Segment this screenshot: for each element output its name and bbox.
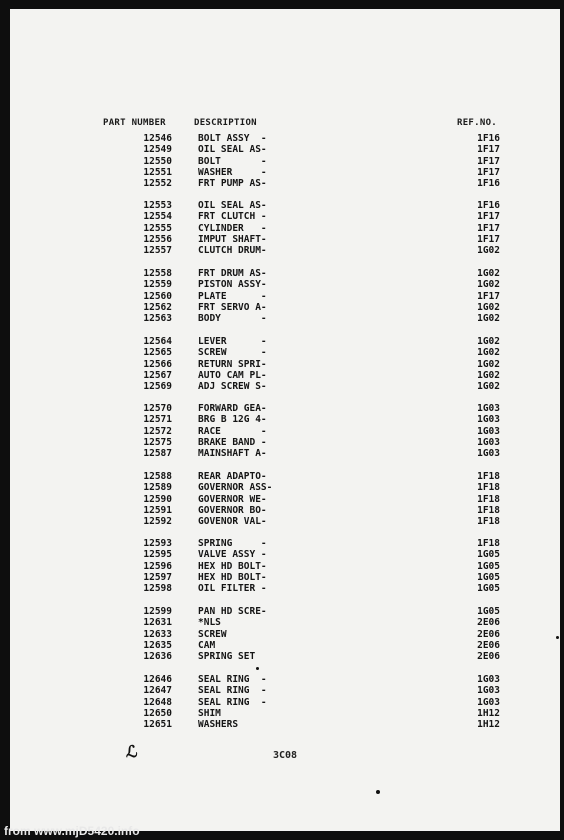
description-cell: SCREW - <box>198 347 267 359</box>
part-number-cell: 12555 <box>143 222 172 234</box>
table-row <box>10 200 560 211</box>
part-number-cell: 12572 <box>143 425 172 437</box>
table-row <box>10 156 560 167</box>
ref-no-cell: 1F18 <box>477 493 500 505</box>
table-row <box>10 167 560 178</box>
ref-no-cell: 1G03 <box>477 436 500 448</box>
description-cell: *NLS <box>198 617 221 629</box>
table-row <box>10 133 560 144</box>
description-cell: GOVERNOR WE- <box>198 493 267 505</box>
document-page <box>10 9 560 831</box>
table-row <box>10 370 560 381</box>
ref-no-cell: 1G05 <box>477 560 500 572</box>
speck-dot <box>556 636 559 639</box>
ref-no-cell: 1G03 <box>477 674 500 685</box>
ref-no-cell: 1F16 <box>477 178 500 189</box>
ref-no-cell: 1F18 <box>477 471 500 482</box>
ref-no-cell: 1G03 <box>477 425 500 437</box>
description-cell: AUTO CAM PL- <box>198 369 267 381</box>
description-cell: CAM <box>198 639 216 651</box>
table-row <box>10 291 560 302</box>
ref-no-cell: 1G03 <box>477 448 500 459</box>
part-number-cell: 12560 <box>143 290 172 302</box>
part-number-cell: 12599 <box>143 606 172 617</box>
part-number-cell: 12636 <box>143 651 172 662</box>
ref-no-cell: 1G03 <box>477 685 500 697</box>
description-cell: PISTON ASSY- <box>198 279 267 291</box>
part-number-cell: 12593 <box>143 538 172 549</box>
ref-no-cell: 1F18 <box>477 504 500 516</box>
ref-no-cell: 1F18 <box>477 482 500 494</box>
part-number-cell: 12590 <box>143 493 172 505</box>
ref-no-cell: 1G02 <box>477 358 500 370</box>
table-row <box>10 561 560 572</box>
ref-no-cell: 1G05 <box>477 549 500 561</box>
table-row <box>10 482 560 493</box>
part-number-cell: 12646 <box>143 674 172 685</box>
speck-dot <box>376 790 380 794</box>
ref-no-cell: 1G02 <box>477 336 500 347</box>
part-number-cell: 12591 <box>143 504 172 516</box>
description-cell: OIL SEAL AS- <box>198 200 267 211</box>
ref-no-cell: 1G02 <box>477 301 500 313</box>
part-number-cell: 12554 <box>143 211 172 223</box>
ref-no-cell: 1F16 <box>477 133 500 144</box>
table-row <box>10 640 560 651</box>
ref-no-cell: 1F16 <box>477 200 500 211</box>
description-cell: SEAL RING - <box>198 685 267 697</box>
table-row <box>10 268 560 279</box>
table-row <box>10 336 560 347</box>
table-row <box>10 471 560 482</box>
description-cell: CLUTCH DRUM- <box>198 245 267 256</box>
description-cell: HEX HD BOLT- <box>198 571 267 583</box>
speck-dot <box>256 667 259 670</box>
ref-no-cell: 2E06 <box>477 617 500 629</box>
table-row <box>10 448 560 459</box>
description-cell: CYLINDER - <box>198 222 267 234</box>
table-row <box>10 629 560 640</box>
table-row <box>10 223 560 234</box>
table-row <box>10 708 560 719</box>
part-number-cell: 12549 <box>143 144 172 156</box>
part-number-cell: 12597 <box>143 571 172 583</box>
ref-no-cell: 2E06 <box>477 651 500 662</box>
ref-no-cell: 1H12 <box>477 719 500 730</box>
part-number-cell: 12596 <box>143 560 172 572</box>
table-row <box>10 719 560 730</box>
table-row <box>10 674 560 685</box>
page-label: 3C08 <box>273 750 298 761</box>
table-row <box>10 617 560 628</box>
part-number-cell: 12565 <box>143 347 172 359</box>
table-row <box>10 359 560 370</box>
table-row <box>10 302 560 313</box>
table-row <box>10 697 560 708</box>
ref-no-cell: 1F17 <box>477 290 500 302</box>
table-row <box>10 279 560 290</box>
part-number-cell: 12651 <box>143 719 172 730</box>
ref-no-cell: 1F17 <box>477 144 500 156</box>
table-row <box>10 245 560 256</box>
ref-no-cell: 2E06 <box>477 628 500 640</box>
table-row <box>10 414 560 425</box>
part-number-cell: 12564 <box>143 336 172 347</box>
description-cell: REAR ADAPTO- <box>198 471 267 482</box>
description-cell: HEX HD BOLT- <box>198 560 267 572</box>
ref-no-cell: 1G05 <box>477 571 500 583</box>
description-cell: BRAKE BAND - <box>198 436 267 448</box>
part-number-cell: 12563 <box>143 313 172 324</box>
part-number-cell: 12557 <box>143 245 172 256</box>
ref-no-cell: 1F17 <box>477 222 500 234</box>
table-row <box>10 403 560 414</box>
ref-no-cell: 1F17 <box>477 155 500 167</box>
table-row <box>10 494 560 505</box>
part-number-cell: 12647 <box>143 685 172 697</box>
part-number-cell: 12553 <box>143 200 172 211</box>
description-cell: GOVERNOR BO- <box>198 504 267 516</box>
description-cell: BOLT ASSY - <box>198 133 267 144</box>
table-row <box>10 347 560 358</box>
description-cell: SEAL RING - <box>198 674 267 685</box>
description-cell: FRT PUMP AS- <box>198 178 267 189</box>
table-row <box>10 426 560 437</box>
ref-no-cell: 1G02 <box>477 347 500 359</box>
description-cell: BOLT - <box>198 155 267 167</box>
description-cell: FRT CLUTCH - <box>198 211 267 223</box>
description-cell: GOVENOR VAL- <box>198 516 267 527</box>
part-number-cell: 12598 <box>143 583 172 594</box>
description-cell: SHIM <box>198 707 221 719</box>
ref-no-cell: 1G02 <box>477 313 500 324</box>
description-cell: RETURN SPRI- <box>198 358 267 370</box>
part-number-cell: 12546 <box>143 133 172 144</box>
handwritten-mark: ℒ <box>126 742 138 761</box>
part-number-cell: 12650 <box>143 707 172 719</box>
table-row <box>10 381 560 392</box>
part-number-cell: 12592 <box>143 516 172 527</box>
ref-no-cell: 1F18 <box>477 538 500 549</box>
part-number-cell: 12631 <box>143 617 172 629</box>
description-cell: BRG B 12G 4- <box>198 414 267 426</box>
ref-no-cell: 1G02 <box>477 268 500 279</box>
table-row <box>10 234 560 245</box>
ref-no-cell: 1G02 <box>477 381 500 392</box>
part-number-cell: 12567 <box>143 369 172 381</box>
description-cell: SEAL RING - <box>198 696 267 708</box>
ref-no-cell: 1G02 <box>477 245 500 256</box>
description-cell: FRT SERVO A- <box>198 301 267 313</box>
table-row <box>10 651 560 662</box>
part-number-cell: 12552 <box>143 178 172 189</box>
part-number-cell: 12633 <box>143 628 172 640</box>
part-number-cell: 12550 <box>143 155 172 167</box>
part-number-cell: 12559 <box>143 279 172 291</box>
ref-no-cell: 1G02 <box>477 279 500 291</box>
part-number-cell: 12635 <box>143 639 172 651</box>
table-row <box>10 437 560 448</box>
ref-no-cell: 1G03 <box>477 403 500 414</box>
ref-no-cell: 1H12 <box>477 707 500 719</box>
part-number-cell: 12556 <box>143 233 172 245</box>
table-row <box>10 144 560 155</box>
description-cell: ADJ SCREW S- <box>198 381 267 392</box>
part-number-cell: 12587 <box>143 448 172 459</box>
description-cell: SCREW <box>198 628 227 640</box>
description-cell: MAINSHAFT A- <box>198 448 267 459</box>
description-cell: IMPUT SHAFT- <box>198 233 267 245</box>
part-number-cell: 12595 <box>143 549 172 561</box>
description-cell: FRT DRUM AS- <box>198 268 267 279</box>
part-number-cell: 12648 <box>143 696 172 708</box>
table-row <box>10 606 560 617</box>
description-header: DESCRIPTION <box>194 118 257 128</box>
table-row <box>10 549 560 560</box>
table-row <box>10 178 560 189</box>
table-row <box>10 211 560 222</box>
table-row <box>10 583 560 594</box>
description-cell: WASHERS <box>198 719 239 730</box>
table-row <box>10 313 560 324</box>
ref-no-cell: 2E06 <box>477 639 500 651</box>
description-cell: PLATE - <box>198 290 267 302</box>
source-footer: from www.mjD5420.info <box>4 824 140 838</box>
part-number-cell: 12570 <box>143 403 172 414</box>
description-cell: SPRING SET <box>198 651 256 662</box>
ref-no-cell: 1G05 <box>477 583 500 594</box>
description-cell: VALVE ASSY - <box>198 549 267 561</box>
part-number-cell: 12569 <box>143 381 172 392</box>
table-row <box>10 516 560 527</box>
description-cell: GOVERNOR ASS- <box>198 482 273 494</box>
ref-no-cell: 1F17 <box>477 211 500 223</box>
table-row <box>10 505 560 516</box>
part-number-cell: 12551 <box>143 166 172 178</box>
ref-no-cell: 1F17 <box>477 166 500 178</box>
description-cell: OIL SEAL AS- <box>198 144 267 156</box>
part-number-cell: 12589 <box>143 482 172 494</box>
table-row <box>10 538 560 549</box>
part-number-cell: 12571 <box>143 414 172 426</box>
ref-no-header: REF.NO. <box>457 118 498 128</box>
description-cell: FORWARD GEA- <box>198 403 267 414</box>
ref-no-cell: 1G02 <box>477 369 500 381</box>
description-cell: WASHER - <box>198 166 267 178</box>
ref-no-cell: 1F18 <box>477 516 500 527</box>
description-cell: RACE - <box>198 425 267 437</box>
description-cell: BODY - <box>198 313 267 324</box>
part-number-header: PART NUMBER <box>103 118 166 128</box>
ref-no-cell: 1G05 <box>477 606 500 617</box>
description-cell: SPRING - <box>198 538 267 549</box>
part-number-cell: 12562 <box>143 301 172 313</box>
table-row <box>10 572 560 583</box>
description-cell: LEVER - <box>198 336 267 347</box>
part-number-cell: 12566 <box>143 358 172 370</box>
part-number-cell: 12575 <box>143 436 172 448</box>
table-row <box>10 685 560 696</box>
ref-no-cell: 1F17 <box>477 233 500 245</box>
part-number-cell: 12558 <box>143 268 172 279</box>
part-number-cell: 12588 <box>143 471 172 482</box>
ref-no-cell: 1G03 <box>477 414 500 426</box>
description-cell: OIL FILTER - <box>198 583 267 594</box>
description-cell: PAN HD SCRE- <box>198 606 267 617</box>
ref-no-cell: 1G03 <box>477 696 500 708</box>
